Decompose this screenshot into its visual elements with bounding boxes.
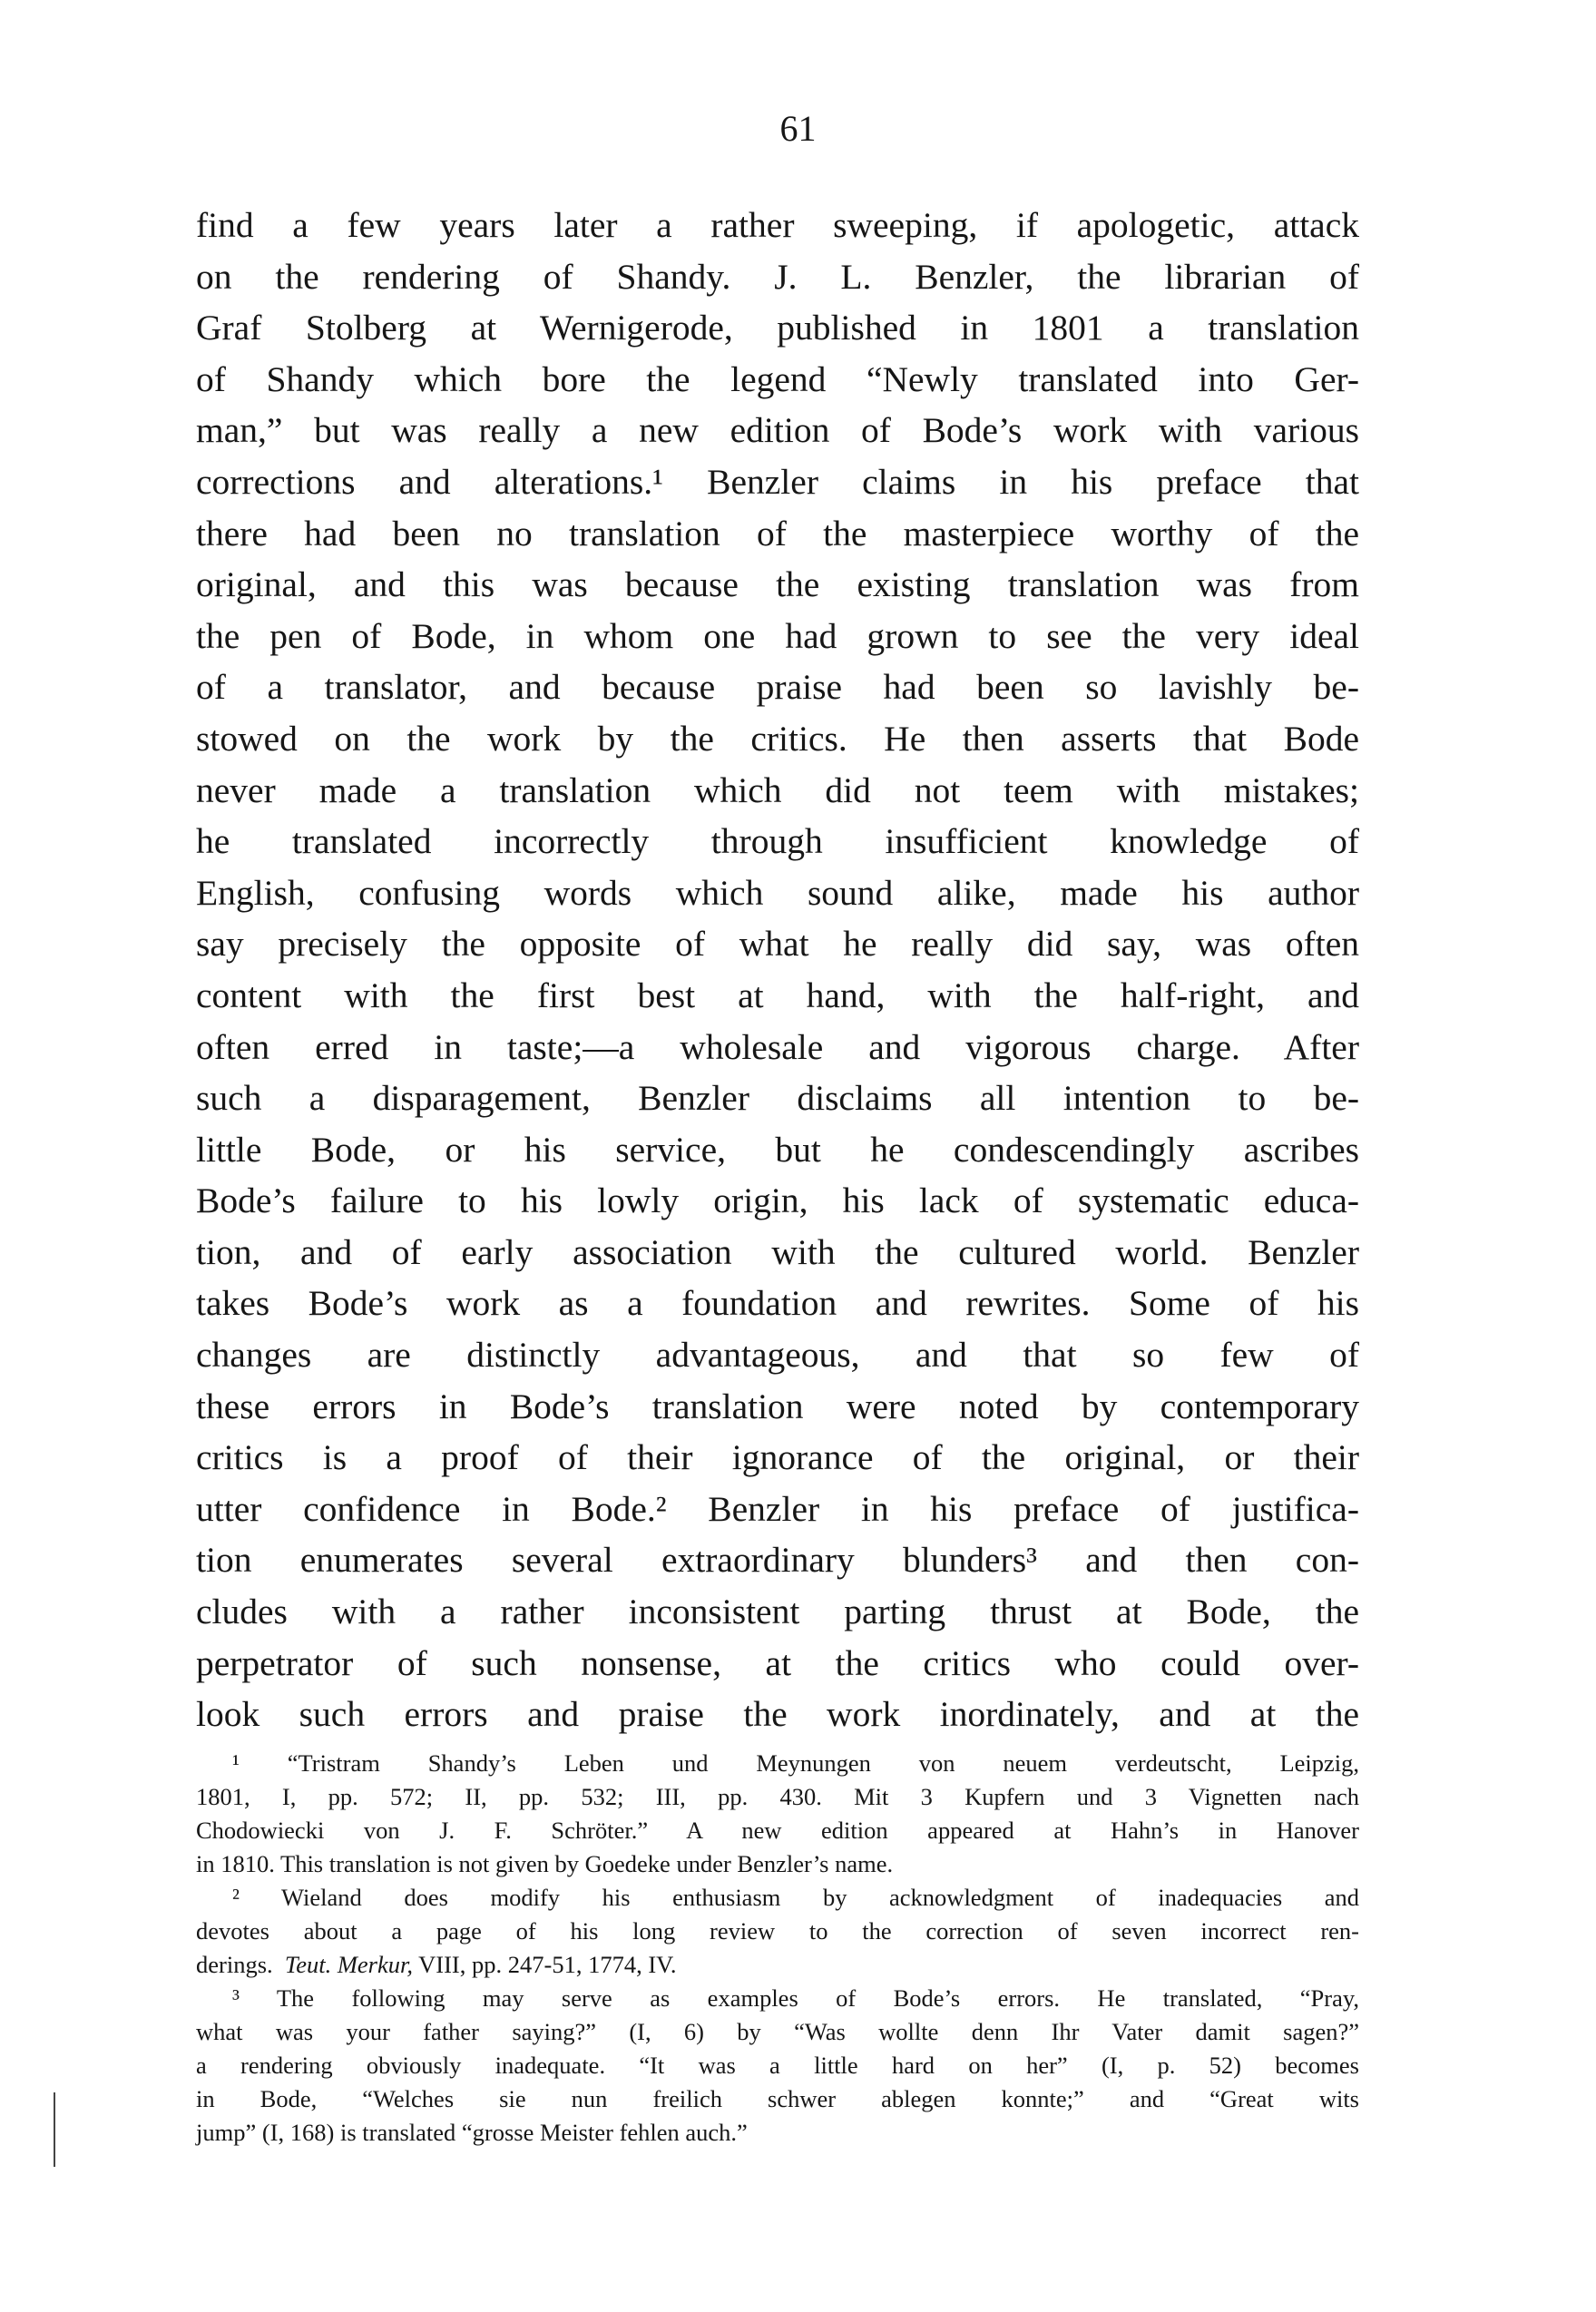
body-line: perpetrator of such nonsense, at the critics who could over-: [196, 1642, 1359, 1683]
footnote-line: ³ The following may serve as examples of Bode’s errors. He translated, “Pray,: [232, 1984, 1359, 2012]
body-line: find a few years later a rather sweeping, if apologetic, attack: [196, 205, 1359, 245]
body-line: critics is a proof of their ignorance of the original, or their: [196, 1437, 1359, 1478]
scan-margin-mark: [54, 2092, 55, 2167]
body-line: cludes with a rather inconsistent parting thrust at Bode, the: [196, 1592, 1359, 1632]
page-number: 61: [779, 108, 817, 149]
footnote-line: [196, 1948, 1359, 1982]
body-line: tion, and of early association with the cultured world. Benzler: [196, 1231, 1359, 1272]
body-line: of a translator, and because praise had been so lavishly be-: [196, 667, 1359, 708]
footnote-line: ¹ “Tristram Shandy’s Leben und Meynungen von neuem verdeutscht, Leipzig,: [232, 1749, 1359, 1777]
body-line: Graf Stolberg at Wernigerode, published in 1801 a translation: [196, 308, 1359, 348]
body-line: of Shandy which bore the legend “Newly translated into Ger-: [196, 358, 1359, 399]
body-line: little Bode, or his service, but he condescendingly ascribes: [196, 1129, 1359, 1170]
body-line: original, and this was because the existing translation was from: [196, 564, 1359, 605]
body-paragraph: [196, 200, 1359, 1740]
body-line: the pen of Bode, in whom one had grown to see the very ideal: [196, 615, 1359, 656]
body-line: man,” but was really a new edition of Bode’s work with various: [196, 410, 1359, 451]
body-line: English, confusing words which sound alike, made his author: [196, 872, 1359, 913]
footnote-line: jump” (I, 168) is translated “grosse Meister fehlen auch.”: [196, 2119, 748, 2146]
body-line: takes Bode’s work as a foundation and rewrites. Some of his: [196, 1283, 1359, 1324]
footnote-text: VIII, pp. 247-51, 1774, IV.: [412, 1951, 677, 1978]
body-line: stowed on the work by the critics. He then asserts that Bode: [196, 718, 1359, 759]
footnote-line: devotes about a page of his long review to the correction of seven incorrect ren-: [196, 1917, 1359, 1945]
body-line: tion enumerates several extraordinary blunders³ and then con-: [196, 1540, 1359, 1581]
footnote-line: Chodowiecki von J. F. Schröter.” A new edition appeared at Hahn’s in Hanover: [196, 1817, 1359, 1844]
footnote-line: 1801, I, pp. 572; II, pp. 532; III, pp. 430. Mit 3 Kupfern und 3 Vignetten nach: [196, 1783, 1359, 1810]
footnote-2: [196, 1881, 1359, 1982]
body-line: changes are distinctly advantageous, and that so few of: [196, 1335, 1359, 1376]
body-line: never made a translation which did not teem with mistakes;: [196, 769, 1359, 810]
body-line: content with the first best at hand, with the half-right, and: [196, 975, 1359, 1015]
body-line: often erred in taste;—a wholesale and vigorous charge. After: [196, 1026, 1359, 1067]
footnote-3: [196, 1982, 1359, 2150]
body-line: Bode’s failure to his lowly origin, his lack of systematic educa-: [196, 1180, 1359, 1221]
body-line: he translated incorrectly through insufficient knowledge of: [196, 821, 1359, 862]
body-line: there had been no translation of the masterpiece worthy of the: [196, 513, 1359, 554]
footnotes: [196, 1747, 1359, 2150]
journal-title: Teut. Merkur,: [284, 1951, 413, 1978]
body-line: look such errors and praise the work inordinately, and at the: [196, 1694, 1359, 1735]
body-line: such a disparagement, Benzler disclaims all intention to be-: [196, 1078, 1359, 1119]
footnote-line: in 1810. This translation is not given by Goedeke under Benzler’s name.: [196, 1850, 894, 1877]
footnote-line: a rendering obviously inadequate. “It was a little hard on her” (I, p. 52) becomes: [196, 2052, 1359, 2079]
body-line: say precisely the opposite of what he really did say, was often: [196, 924, 1359, 965]
footnote-text: derings.: [196, 1951, 285, 1978]
footnote-line: ² Wieland does modify his enthusiasm by acknowledgment of inadequacies and: [232, 1884, 1359, 1911]
body-line: these errors in Bode’s translation were noted by contemporary: [196, 1386, 1359, 1426]
footnote-1: [196, 1747, 1359, 1881]
body-line: utter confidence in Bode.² Benzler in his preface of justifica-: [196, 1488, 1359, 1529]
body-line: corrections and alterations.¹ Benzler claims in his preface that: [196, 461, 1359, 502]
body-line: on the rendering of Shandy. J. L. Benzler, the librarian of: [196, 256, 1359, 297]
footnote-line: what was your father saying?” (I, 6) by “Was wollte denn Ihr Vater damit sagen?”: [196, 2018, 1359, 2045]
footnote-line: in Bode, “Welches sie nun freilich schwer ablegen konnte;” and “Great wits: [196, 2085, 1359, 2112]
